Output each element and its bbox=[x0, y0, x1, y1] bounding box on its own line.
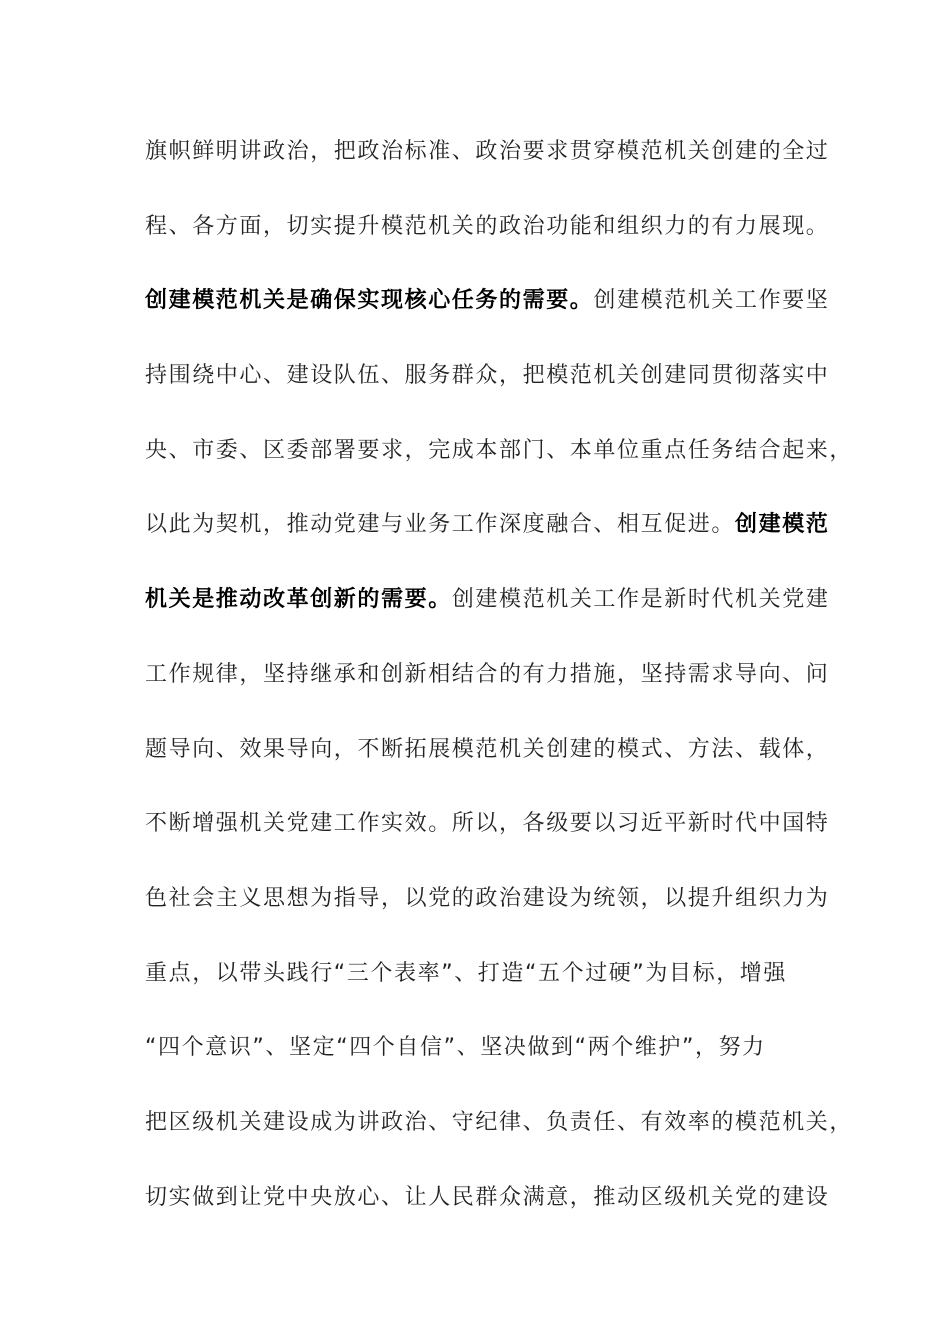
body-text-segment: 央、市委、区委部署要求，完成本部门、本单位重点任务结合起来， bbox=[145, 437, 854, 463]
text-line bbox=[145, 728, 830, 803]
text-line bbox=[145, 952, 805, 1027]
body-text bbox=[145, 130, 854, 1250]
bold-heading-text: 创建模范机关是确保实现核心任务的需要。 bbox=[145, 288, 594, 314]
text-line bbox=[145, 802, 830, 877]
text-line bbox=[145, 1101, 854, 1176]
text-line bbox=[145, 877, 830, 952]
text-line bbox=[145, 205, 830, 280]
text-line bbox=[145, 429, 854, 504]
text-line bbox=[145, 503, 830, 578]
body-text-segment: 工作规律，坚持继承和创新相结合的有力措施，坚持需求导向、问 bbox=[145, 661, 830, 687]
body-text-segment: 持围绕中心、建设队伍、服务群众，把模范机关创建同贯彻落实中 bbox=[145, 363, 830, 389]
text-line bbox=[145, 1176, 830, 1251]
body-text-segment: 切实做到让党中央放心、让人民群众满意，推动区级机关党的建设 bbox=[145, 1184, 830, 1210]
body-text-segment: 创建模范机关工作要坚 bbox=[593, 288, 830, 314]
text-line bbox=[145, 279, 830, 354]
bold-heading-text: 机关是推动改革创新的需要。 bbox=[145, 587, 452, 613]
body-text-segment: 旗帜鲜明讲政治，把政治标准、政治要求贯穿模范机关创建的全过 bbox=[145, 139, 830, 164]
body-text-segment: 把区级机关建设成为讲政治、守纪律、负责任、有效率的模范机关， bbox=[145, 1109, 854, 1135]
body-text-segment: 不断增强机关党建工作实效。所以，各级要以习近平新时代中国特 bbox=[145, 811, 830, 837]
text-line bbox=[145, 1026, 805, 1101]
body-text-segment: 程、各方面，切实提升模范机关的政治功能和组织力的有力展现。 bbox=[145, 213, 830, 239]
text-line bbox=[145, 354, 830, 429]
body-text-segment: 题导向、效果导向，不断拓展模范机关创建的模式、方法、载体， bbox=[145, 736, 830, 762]
body-text-segment: 重点，以带头践行“三个表率”、打造“五个过硬”为目标，增强 bbox=[145, 960, 787, 986]
body-text-segment: 创建模范机关工作是新时代机关党建 bbox=[451, 587, 830, 613]
body-text-segment: 色社会主义思想为指导，以党的政治建设为统领，以提升组织力为 bbox=[145, 885, 830, 911]
bold-heading-text: 创建模范 bbox=[735, 512, 830, 538]
text-line bbox=[145, 653, 830, 728]
text-line bbox=[145, 578, 830, 653]
body-text-segment: 以此为契机，推动党建与业务工作深度融合、相互促进。 bbox=[145, 512, 736, 538]
text-line bbox=[145, 130, 830, 205]
body-text-segment: “四个意识”、坚定“四个自信”、坚决做到“两个维护”，努力 bbox=[145, 1035, 766, 1061]
